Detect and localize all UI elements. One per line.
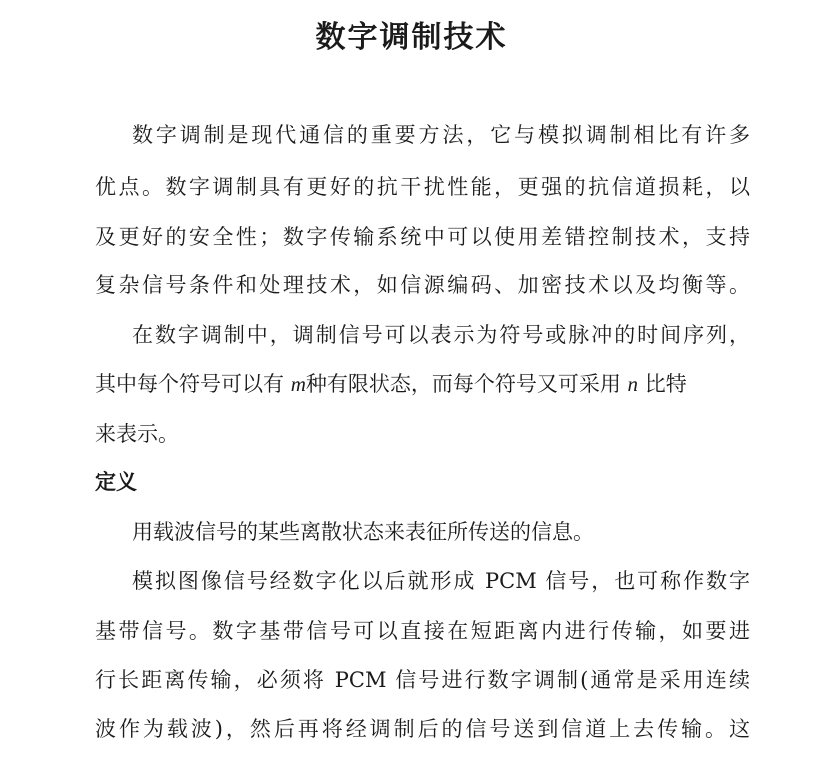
text-segment: 比特	[644, 372, 687, 396]
text-segment: 种有限状态，而每个符号又可采用	[305, 372, 621, 396]
paragraph-line-with-variables	[95, 369, 750, 399]
paragraph-line: 波作为载波)，然后再将经调制后的信号送到信道上去传输。这	[95, 717, 750, 741]
definition-text: 用载波信号的某些离散状态来表征所传送的信息。	[132, 520, 594, 544]
paragraph-line: 及更好的安全性；数字传输系统中可以使用差错控制技术，支持	[95, 225, 750, 249]
paragraph-line: 基带信号。数字基带信号可以直接在短距离内进行传输，如要进	[95, 619, 750, 643]
paragraph-line: 数字调制是现代通信的重要方法，它与模拟调制相比有许多	[132, 123, 750, 147]
text-segment: 其中每个符号可以有	[95, 372, 284, 396]
paragraph-line: 在数字调制中，调制信号可以表示为符号或脉冲的时间序列，	[132, 323, 750, 347]
paragraph-line: 模拟图像信号经数字化以后就形成 PCM 信号，也可称作数字	[132, 569, 750, 593]
document-title: 数字调制技术	[315, 20, 508, 55]
paragraph-line: 行长距离传输，必须将 PCM 信号进行数字调制(通常是采用连续	[95, 668, 750, 692]
section-heading-definition: 定义	[95, 469, 137, 494]
paragraph-line: 来表示。	[95, 422, 179, 446]
variable-m: m	[290, 372, 306, 396]
paragraph-line: 优点。数字调制具有更好的抗干扰性能，更强的抗信道损耗，以	[95, 175, 750, 199]
paragraph-line: 复杂信号条件和处理技术，如信源编码、加密技术以及均衡等。	[95, 273, 750, 297]
variable-n: n	[627, 372, 639, 396]
